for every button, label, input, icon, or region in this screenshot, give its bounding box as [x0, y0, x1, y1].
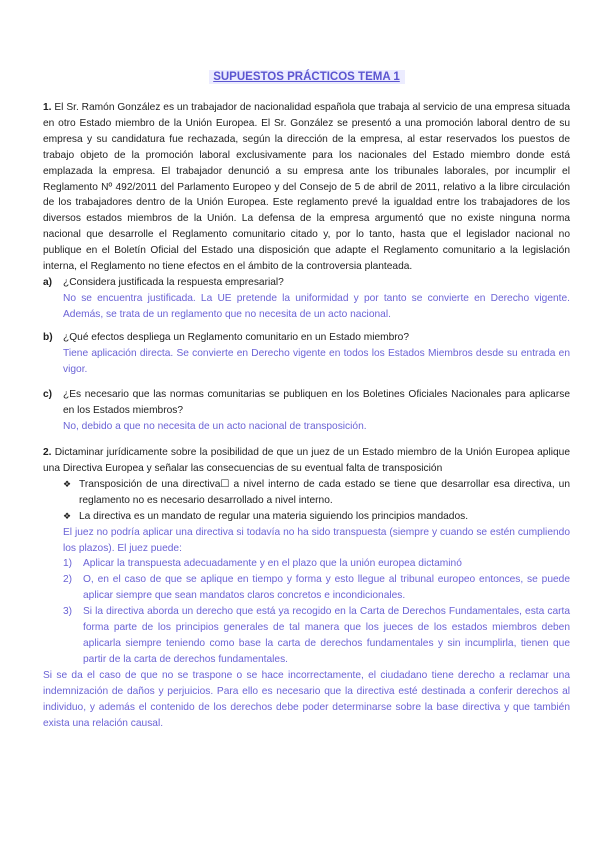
question-2-statement [43, 445, 570, 477]
sub-question-a [43, 275, 570, 323]
sub-question-a-text: ¿Considera justificada la respuesta empresarial? [63, 276, 284, 288]
sub-question-b-text: ¿Qué efectos despliega un Reglamento comunitario en un Estado miembro? [63, 331, 410, 343]
numbered-item-label: 3) [63, 606, 73, 618]
bullet-text: Transposición de una directiva☐ a nivel interno de cada estado se tiene que desarrollar esa directiva, un reglamento no es necesario desarrollado a nivel interno. [79, 478, 570, 506]
question-2-answer-intro: El juez no podría aplicar una directiva si todavía no ha sido transpuesta (siempre y cuando se estén cumpliendo los plazos). El juez puede: [63, 526, 570, 554]
question-1-number: 1. [43, 102, 52, 113]
question-2-number: 2. [43, 447, 52, 459]
sub-question-c [43, 387, 570, 435]
sub-question-b [43, 330, 570, 378]
question-2-conclusion: Si se da el caso de que no se traspone o se hace incorrectamente, el ciudadano tiene derecho a reclamar una indemnización de daños y perjuicios. Para ello es necesario que la directiva esté destinada a conferir derechos al individuo, y además el contenido de los derechos debe poder determinarse sobre la base directiva y que también exista una relación causal. [43, 669, 570, 729]
sub-question-a-label: a) [43, 276, 53, 288]
numbered-item [63, 556, 570, 572]
numbered-item-label: 1) [63, 558, 73, 570]
numbered-item-text: O, en el caso de que se aplique en tiempo y forma y esto llegue al tribunal europeo entonces, se puede aplicar siempre que sean mandatos claros concretos e incondicionales. [83, 574, 570, 602]
bullet-item [63, 509, 570, 525]
numbered-item-label: 2) [63, 574, 73, 586]
bullet-item [63, 477, 570, 509]
diamond-bullet-icon: ❖ [63, 478, 72, 489]
diamond-bullet-icon: ❖ [63, 510, 72, 521]
bullet-text: La directiva es un mandato de regular una materia siguiendo los principios mandados. [79, 510, 469, 522]
numbered-item-text: Aplicar la transpuesta adecuadamente y en el plazo que la unión europea dictaminó [83, 558, 462, 570]
sub-question-b-answer: Tiene aplicación directa. Se convierte en Derecho vigente en todos los Estados Miembros desde su entrada en vigor. [63, 347, 570, 375]
numbered-item-text: Si la directiva aborda un derecho que está ya recogido en la Carta de Derechos Fundamentales, esta carta forma parte de los principios generales de tal manera que los jueces de los estados miembros deben aplicarla siempre teniendo como base la carta de derechos fundamentales y sin incumplirla, tienen que partir de la carta de derechos fundamentales. [83, 606, 570, 665]
numbered-item [63, 604, 570, 668]
question-1-statement [43, 100, 570, 275]
question-2-text: Dictaminar jurídicamente sobre la posibilidad de que un juez de un Estado miembro de la Unión Europea aplique una Directiva Europea y señalar las consecuencias de su eventual falta de transposición [43, 447, 570, 475]
sub-question-c-text: ¿Es necesario que las normas comunitarias se publiquen en los Boletines Oficiales Nacionales para aplicarse en los Estados miembros? [63, 389, 570, 417]
sub-question-a-answer: No se encuentra justificada. La UE pretende la uniformidad y por tanto se convierte en Derecho vigente. Además, se trata de un reglamento que no necesita de un acto nacional. [63, 292, 570, 320]
question-1-text: El Sr. Ramón González es un trabajador de nacionalidad española que trabaja al servicio de una empresa situada en otro Estado miembro de la Unión Europea. El Sr. González se presentó a una promoción laboral dentro de su empresa y su candidatura fue rechazada, según la dirección de la empresa, al estar reservados los puestos de trabajo objeto de la promoción laboral exclusivamente para los nacionales del Estado miembro donde está emplazada la empresa. El trabajador denunció a su empresa ante los tribunales laborales, por incumplir el Reglamento Nº 492/2011 del Parlamento Europeo y del Consejo de 5 de abril de 2011, relativo a la libre circulación de los trabajadores dentro de la Unión Europea. Este reglamento prevé la igualdad entre los trabajadores de los diversos estados miembros de la Unión. La defensa de la empresa argumentó que no existe ninguna norma nacional que desarrolle el Reglamento comunitario citado y, por lo tanto, hasta que el legislador nacional no publique en el Boletín Oficial del Estado una disposición que adapte el Reglamento comunitario a la legislación interna, el Reglamento no tiene efectos en el ámbito de la controversia planteada. [43, 102, 570, 273]
sub-question-c-answer: No, debido a que no necesita de un acto nacional de transposición. [63, 421, 367, 433]
numbered-item [63, 572, 570, 604]
sub-question-b-label: b) [43, 331, 53, 343]
sub-question-c-label: c) [43, 389, 53, 401]
document-title: SUPUESTOS PRÁCTICOS TEMA 1 [209, 70, 405, 84]
